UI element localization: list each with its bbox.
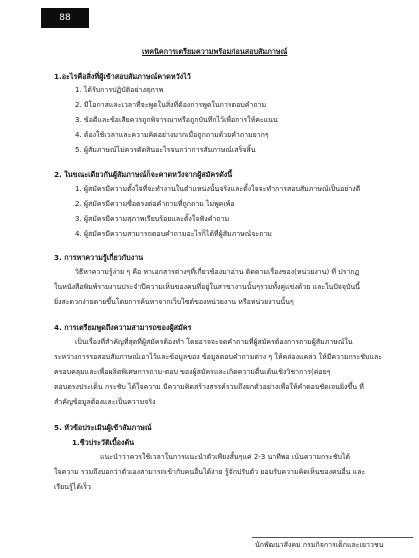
section-2-item: 3. ผู้สมัครมีความสุภาพเรียบร้อยและตั้งใจฟังคำถาม <box>75 215 230 223</box>
section-5-line: ใจความ รวมถึงบอกว่าตัวเองสามารถเข้ากับคนอื่นได้ง่าย รู้จักปรับตัว ยอมรับความคิดเห็นของคนอื่น และ <box>54 468 366 476</box>
section-2-item: 1. ผู้สมัครมีความตั้งใจที่จะทำงานในตำแหน่งนั้นจริงและตั้งใจจะทำการสอบสัมภาษณ์เป็นอย่างดี <box>75 185 361 193</box>
section-1-item: 4. ต้องใช้เวลาและความคิดอย่างมากเมื่อถูกถามด้วยคำถามยากๆ <box>75 131 269 139</box>
footer-text: นักพัฒนาสังคม กรมกิจการเด็กและเยาวชน <box>255 541 384 549</box>
section-4-line: ตอบตรงประเด็น กระชับ ได้ใจความ มีความคิดสร้างสรรค์รวมถึงยกตัวอย่างเพื่อให้คำตอบชัดเจนยิ่งขึ้น ที่ <box>54 383 364 391</box>
section-5-heading: 5. หัวข้อประเมินผู้เข้าสัมภาษณ์ <box>54 423 152 432</box>
section-5-line: แนะนำว่าควรใช้เวลาในการแนะนำตัวเพียงสั้นๆแค่ 2-3 นาทีพอ เน้นความกระชับได้ <box>100 453 351 461</box>
section-3-line: ยิ่งสะดวกง่ายดายขึ้นโดยการค้นหาจากเว็บไซต์ของหน่วยงาน หรือหน่วยงานนั้นๆ <box>54 298 294 306</box>
section-1-item: 2. มีโอกาสและเวลาที่จะพูดในสิ่งที่ต้องการพูดในการตอบคำถาม <box>75 101 267 109</box>
section-4-line: ระหว่างการรอสอบสัมภาษณ์เอาไว้และข้อมูลของ ข้อมูลตอบคำถามต่าง ๆ ให้คล่องแคล่ว ให้มีความกระชับและ <box>54 353 383 361</box>
section-3-heading: 3. การหาความรู้เกี่ยวกับงาน <box>54 253 144 262</box>
page-number: 88 <box>59 13 71 23</box>
section-4-heading: 4. การเตรียมพูดถึงความสามารถของผู้สมัคร <box>54 323 192 332</box>
section-2-heading: 2. ในขณะเดียวกันผู้สัมภาษณ์ก็จะคาดหวังจากผู้สมัครดังนี้ <box>54 170 233 179</box>
section-1-heading: 1.อะไรคือสิ่งที่ผู้เข้าสอบสัมภาษณ์คาดหวังไว้ <box>54 72 191 81</box>
section-4-line: เป็นเรื่องที่สำคัญที่สุดที่ผู้สมัครต้องทำ โดยอาจจะจดคำถามที่ผู้สมัครต้องการถามผู้สัมภาษณ์ใน <box>75 338 353 346</box>
document-title: เทคนิคการเตรียมความพร้อมก่อนสอบสัมภาษณ์ <box>142 47 288 56</box>
section-5-subheading: 1.ชีวประวัติเบื้องต้น <box>72 438 135 447</box>
section-1-item: 3. ข้อดีและข้อเสียควรถูกพิจารณาหรือถูกบันทึกไว้เพื่อการให้คะแนน <box>75 116 278 124</box>
section-2-item: 4. ผู้สมัครมีความสามารถตอบคำถามอะไรก็ได้ที่ผู้สัมภาษณ์จะถาม <box>75 230 272 238</box>
section-3-line: ในหนังสือพิมพ์รายงานประจำปีความเห็นของคนที่อยู่ในสาขางานนั้นๆรวมทั้งคู่แข่งด้วย และในปัจจุบันนี้ <box>54 283 360 291</box>
section-3-line: วิธีหาความรู้ง่าย ๆ คือ หาเอกสารต่างๆที่เกี่ยวข้องมาอ่าน ติดตามเรื่องของ(หน่วยงาน) ที่ ปรากฏ <box>75 268 360 276</box>
section-5-line: เรียนรู้ได้เร็ว <box>54 483 91 491</box>
section-2-item: 2. ผู้สมัครมีความซื่อตรงต่อคำถามที่ถูกถาม ไม่พูดเพ้อ <box>75 200 235 208</box>
page-footer <box>255 540 383 551</box>
section-4-line: สำคัญข้อมูลต้องและเป็นความจริง <box>54 398 156 406</box>
section-1-item: 5. ผู้สัมภาษณ์ไม่ควรตัดสินอะไรจนกว่าการสัมภาษณ์เสร็จสิ้น <box>75 146 256 154</box>
page-number-box <box>41 8 89 28</box>
section-4-line: ครอบคลุมและเพื่อผลิตพิเศษการถาม-ตอบ ของผู้สมัครและเกิดความตื่นเต้นเชิงวิชาการ(ค่อยๆ <box>54 368 331 376</box>
section-1-item: 1. ได้รับการปฏิบัติอย่างสุภาพ <box>75 86 164 94</box>
